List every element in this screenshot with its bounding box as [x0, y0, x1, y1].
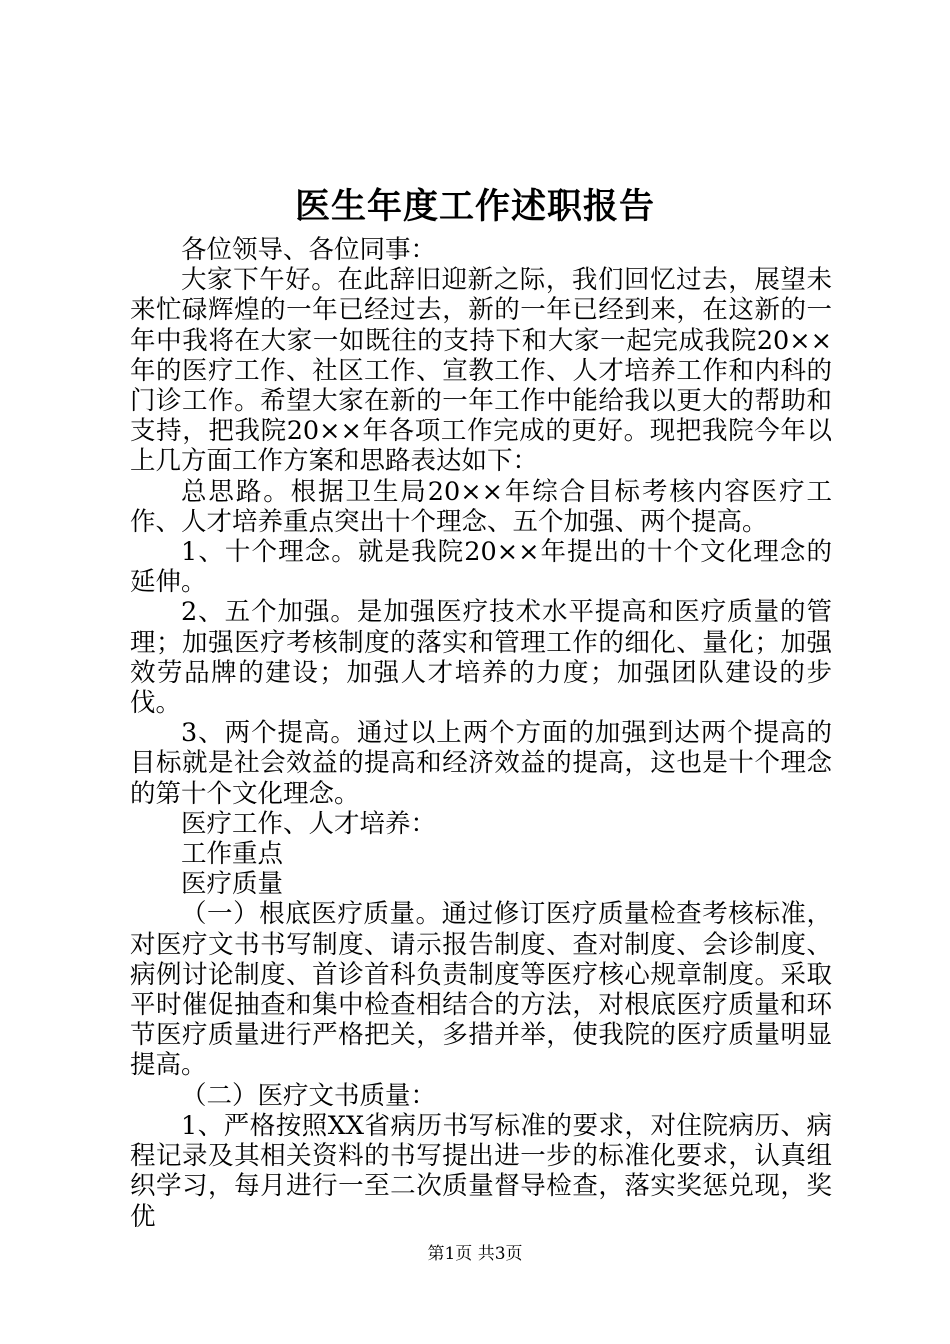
document-title: 医生年度工作述职报告: [294, 186, 655, 227]
paragraph-intro: 大家下午好。在此辞旧迎新之际，我们回忆过去，展望未来忙碌辉煌的一年已经过去，新的一年已经到来，在这新的一年中我将在大家一如既往的支持下和大家一起完成我院20××年的医疗工作、社区工作、宣教工作、人才培养工作和内科的门诊工作。希望大家在新的一年工作中能给我以更大的帮助和支持，把我院20××年各项工作完成的更好。现把我院今年以上几方面工作方案和思路表达如下：: [130, 265, 832, 477]
paragraph-record-standards: 1、严格按照XX省病历书写标准的要求，对住院病历、病程记录及其相关资料的书写提出进一步的标准化要求，认真组织学习，每月进行一至二次质量督导检查，落实奖惩兑现，奖优: [130, 1110, 832, 1232]
document-body: [130, 235, 832, 1232]
paragraph-basic-quality: （一）根底医疗质量。通过修订医疗质量检查考核标准，对医疗文书书写制度、请示报告制度、查对制度、会诊制度、病例讨论制度、首诊首科负责制度等医疗核心规章制度。采取平时催促抽查和集中检查相结合的方法，对根底医疗质量和环节医疗质量进行严格把关，多措并举，使我院的医疗质量明显提高。: [130, 899, 832, 1081]
page-footer: 第1页 共3页: [427, 1244, 523, 1264]
paragraph-two-improvements: 3、两个提高。通过以上两个方面的加强到达两个提高的目标就是社会效益的提高和经济效益的提高，这也是十个理念的第十个文化理念。: [130, 718, 832, 809]
section-heading-medical-talent: 医疗工作、人才培养：: [181, 808, 437, 839]
section-heading-work-focus: 工作重点: [181, 839, 284, 870]
section-heading-document-quality: （二）医疗文书质量：: [181, 1080, 437, 1111]
paragraph-general-idea: 总思路。根据卫生局20××年综合目标考核内容医疗工作、人才培养重点突出十个理念、五个加强、两个提高。: [130, 476, 832, 537]
paragraph-greeting: 各位领导、各位同事：: [181, 235, 437, 265]
paragraph-five-strengthenings: 2、五个加强。是加强医疗技术水平提高和医疗质量的管理；加强医疗考核制度的落实和管理工作的细化、量化；加强效劳品牌的建设；加强人才培养的力度；加强团队建设的步伐。: [130, 597, 832, 719]
section-heading-medical-quality: 医疗质量: [181, 869, 284, 900]
paragraph-ten-concepts: 1、十个理念。就是我院20××年提出的十个文化理念的延伸。: [130, 537, 832, 598]
